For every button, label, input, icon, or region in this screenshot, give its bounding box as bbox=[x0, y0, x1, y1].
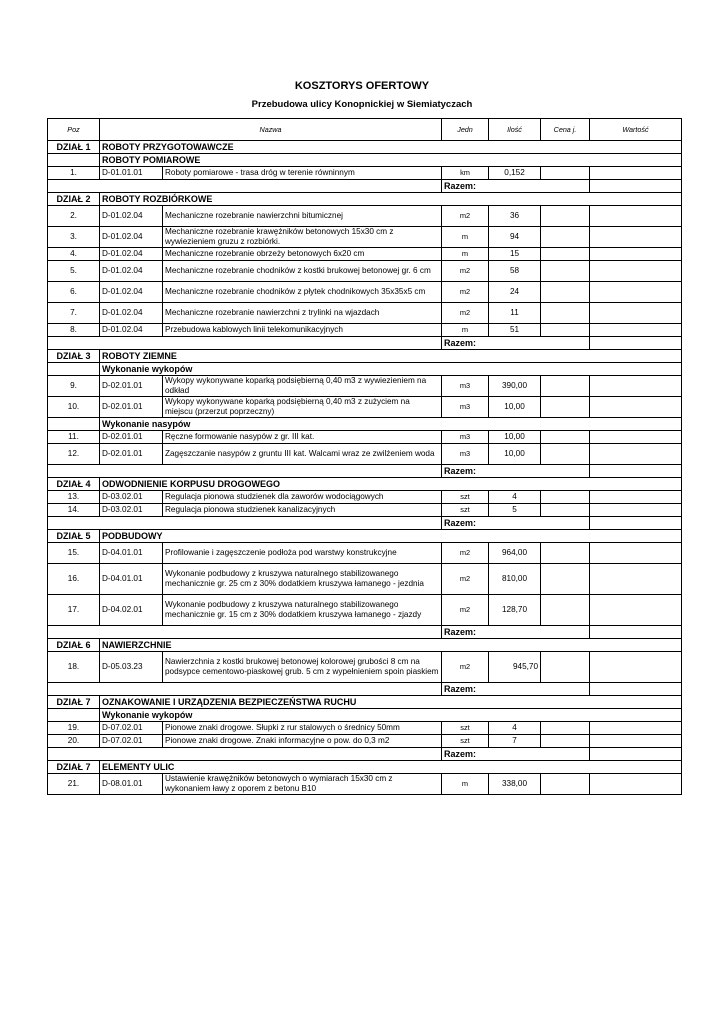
item-cena bbox=[541, 167, 590, 180]
group-row bbox=[48, 709, 682, 722]
section-title: NAWIERZCHNIE bbox=[100, 639, 682, 652]
item-cena bbox=[541, 431, 590, 444]
item-wartosc bbox=[590, 397, 682, 418]
item-poz: 8. bbox=[48, 324, 100, 337]
razem-label: Razem: bbox=[442, 748, 590, 761]
item-ilosc: 964,00 bbox=[489, 543, 541, 564]
item-wartosc bbox=[590, 431, 682, 444]
item-ilosc: 11 bbox=[489, 303, 541, 324]
group-row bbox=[48, 154, 682, 167]
item-code: D-01.02.04 bbox=[100, 248, 163, 261]
item-code: D-01.02.04 bbox=[100, 206, 163, 227]
item-wartosc bbox=[590, 261, 682, 282]
item-jedn: m bbox=[442, 248, 489, 261]
item-cena bbox=[541, 397, 590, 418]
group-spacer bbox=[48, 154, 100, 167]
item-ilosc: 0,152 bbox=[489, 167, 541, 180]
item-code: D-05.03.23 bbox=[100, 652, 163, 683]
item-cena bbox=[541, 735, 590, 748]
section-row bbox=[48, 350, 682, 363]
item-wartosc bbox=[590, 735, 682, 748]
item-jedn: km bbox=[442, 167, 489, 180]
razem-spacer bbox=[48, 180, 442, 193]
razem-spacer bbox=[48, 517, 442, 530]
razem-label: Razem: bbox=[442, 517, 590, 530]
item-jedn: szt bbox=[442, 722, 489, 735]
table-row bbox=[48, 303, 682, 324]
item-jedn: szt bbox=[442, 504, 489, 517]
item-poz: 5. bbox=[48, 261, 100, 282]
item-cena bbox=[541, 774, 590, 795]
group-row bbox=[48, 363, 682, 376]
item-jedn: m bbox=[442, 774, 489, 795]
item-wartosc bbox=[590, 444, 682, 465]
table-row bbox=[48, 735, 682, 748]
item-code: D-02.01.01 bbox=[100, 376, 163, 397]
item-poz: 6. bbox=[48, 282, 100, 303]
razem-spacer bbox=[48, 337, 442, 350]
item-code: D-04.01.01 bbox=[100, 564, 163, 595]
group-row bbox=[48, 418, 682, 431]
item-poz: 20. bbox=[48, 735, 100, 748]
item-jedn: szt bbox=[442, 491, 489, 504]
item-poz: 19. bbox=[48, 722, 100, 735]
item-nazwa: Regulacja pionowa studzienek dla zaworów wodociągowych bbox=[163, 491, 442, 504]
item-ilosc: 7 bbox=[489, 735, 541, 748]
section-number: DZIAŁ 5 bbox=[48, 530, 100, 543]
razem-spacer bbox=[48, 465, 442, 478]
item-jedn: m bbox=[442, 227, 489, 248]
section-number: DZIAŁ 1 bbox=[48, 141, 100, 154]
item-cena bbox=[541, 444, 590, 465]
cost-estimate-table bbox=[47, 118, 682, 795]
razem-row bbox=[48, 626, 682, 639]
item-ilosc: 94 bbox=[489, 227, 541, 248]
item-cena bbox=[541, 376, 590, 397]
item-ilosc: 945,70 bbox=[489, 652, 541, 683]
item-code: D-04.02.01 bbox=[100, 595, 163, 626]
item-cena bbox=[541, 491, 590, 504]
section-title: ROBOTY PRZYGOTOWAWCZE bbox=[100, 141, 682, 154]
item-ilosc: 58 bbox=[489, 261, 541, 282]
item-poz: 12. bbox=[48, 444, 100, 465]
table-row bbox=[48, 248, 682, 261]
item-wartosc bbox=[590, 227, 682, 248]
razem-row bbox=[48, 517, 682, 530]
item-poz: 3. bbox=[48, 227, 100, 248]
item-ilosc: 128,70 bbox=[489, 595, 541, 626]
razem-spacer bbox=[48, 683, 442, 696]
item-nazwa: Ustawienie krawężników betonowych o wymiarach 15x30 cm z wykonaniem ławy z oporem z betonu B10 bbox=[163, 774, 442, 795]
razem-value bbox=[590, 517, 682, 530]
table-row bbox=[48, 206, 682, 227]
section-title: ROBOTY ZIEMNE bbox=[100, 350, 682, 363]
table-row bbox=[48, 167, 682, 180]
item-nazwa: Pionowe znaki drogowe. Słupki z rur stalowych o średnicy 50mm bbox=[163, 722, 442, 735]
item-cena bbox=[541, 282, 590, 303]
razem-label: Razem: bbox=[442, 465, 590, 478]
header-cena: Cena j. bbox=[541, 119, 590, 141]
item-jedn: m2 bbox=[442, 206, 489, 227]
item-nazwa: Mechaniczne rozebranie chodników z kostki brukowej betonowej gr. 6 cm bbox=[163, 261, 442, 282]
item-wartosc bbox=[590, 774, 682, 795]
item-ilosc: 10,00 bbox=[489, 397, 541, 418]
item-cena bbox=[541, 722, 590, 735]
header-poz: Poz bbox=[48, 119, 100, 141]
item-jedn: m2 bbox=[442, 652, 489, 683]
item-nazwa: Ręczne formowanie nasypów z gr. III kat. bbox=[163, 431, 442, 444]
item-code: D-04.01.01 bbox=[100, 543, 163, 564]
group-title: Wykonanie nasypów bbox=[100, 418, 682, 431]
item-poz: 17. bbox=[48, 595, 100, 626]
item-ilosc: 4 bbox=[489, 491, 541, 504]
section-number: DZIAŁ 3 bbox=[48, 350, 100, 363]
item-poz: 16. bbox=[48, 564, 100, 595]
item-nazwa: Wykonanie podbudowy z kruszywa naturalnego stabilizowanego mechanicznie gr. 15 cm z 30% dodatkiem kruszywa łamanego - zjazdy bbox=[163, 595, 442, 626]
item-ilosc: 51 bbox=[489, 324, 541, 337]
item-nazwa: Mechaniczne rozebranie krawężników betonowych 15x30 cm z wywiezieniem gruzu z rozbiórki. bbox=[163, 227, 442, 248]
item-poz: 14. bbox=[48, 504, 100, 517]
item-nazwa: Wykonanie podbudowy z kruszywa naturalnego stabilizowanego mechanicznie gr. 25 cm z 30% dodatkiem kruszywa łamanego - jezdnia bbox=[163, 564, 442, 595]
item-wartosc bbox=[590, 652, 682, 683]
item-cena bbox=[541, 564, 590, 595]
item-cena bbox=[541, 261, 590, 282]
item-jedn: m2 bbox=[442, 282, 489, 303]
razem-row bbox=[48, 683, 682, 696]
item-poz: 10. bbox=[48, 397, 100, 418]
item-jedn: m2 bbox=[442, 595, 489, 626]
razem-label: Razem: bbox=[442, 683, 590, 696]
item-nazwa: Regulacja pionowa studzienek kanalizacyjnych bbox=[163, 504, 442, 517]
item-nazwa: Wykopy wykonywane koparką podsiębierną 0,40 m3 z zużyciem na miejscu (przerzut poprzeczny) bbox=[163, 397, 442, 418]
item-cena bbox=[541, 206, 590, 227]
razem-value bbox=[590, 465, 682, 478]
razem-label: Razem: bbox=[442, 180, 590, 193]
item-wartosc bbox=[590, 722, 682, 735]
item-poz: 4. bbox=[48, 248, 100, 261]
item-nazwa: Mechaniczne rozebranie chodników z płytek chodnikowych 35x35x5 cm bbox=[163, 282, 442, 303]
item-wartosc bbox=[590, 564, 682, 595]
razem-value bbox=[590, 626, 682, 639]
item-nazwa: Przebudowa kablowych linii telekomunikacyjnych bbox=[163, 324, 442, 337]
razem-row bbox=[48, 180, 682, 193]
item-nazwa: Pionowe znaki drogowe. Znaki informacyjne o pow. do 0,3 m2 bbox=[163, 735, 442, 748]
item-poz: 18. bbox=[48, 652, 100, 683]
document-subtitle: Przebudowa ulicy Konopnickiej w Siemiatyczach bbox=[251, 99, 473, 110]
group-spacer bbox=[48, 363, 100, 376]
item-poz: 11. bbox=[48, 431, 100, 444]
item-cena bbox=[541, 324, 590, 337]
table-row bbox=[48, 722, 682, 735]
section-number: DZIAŁ 7 bbox=[48, 761, 100, 774]
item-wartosc bbox=[590, 206, 682, 227]
header-wartosc: Wartość bbox=[590, 119, 682, 141]
item-jedn: szt bbox=[442, 735, 489, 748]
item-code: D-02.01.01 bbox=[100, 444, 163, 465]
razem-value bbox=[590, 683, 682, 696]
item-wartosc bbox=[590, 491, 682, 504]
section-row bbox=[48, 193, 682, 206]
item-poz: 9. bbox=[48, 376, 100, 397]
item-poz: 21. bbox=[48, 774, 100, 795]
item-code: D-01.02.04 bbox=[100, 324, 163, 337]
table-row bbox=[48, 652, 682, 683]
item-jedn: m3 bbox=[442, 376, 489, 397]
item-ilosc: 36 bbox=[489, 206, 541, 227]
item-ilosc: 15 bbox=[489, 248, 541, 261]
item-poz: 2. bbox=[48, 206, 100, 227]
razem-spacer bbox=[48, 626, 442, 639]
item-cena bbox=[541, 227, 590, 248]
item-cena bbox=[541, 595, 590, 626]
section-title: ODWODNIENIE KORPUSU DROGOWEGO bbox=[100, 478, 682, 491]
razem-value bbox=[590, 180, 682, 193]
table-row bbox=[48, 564, 682, 595]
table-row bbox=[48, 444, 682, 465]
item-poz: 15. bbox=[48, 543, 100, 564]
section-number: DZIAŁ 6 bbox=[48, 639, 100, 652]
section-title: OZNAKOWANIE I URZĄDZENIA BEZPIECZEŃSTWA RUCHU bbox=[100, 696, 682, 709]
section-row bbox=[48, 761, 682, 774]
section-row bbox=[48, 478, 682, 491]
razem-label: Razem: bbox=[442, 626, 590, 639]
item-nazwa: Mechaniczne rozebranie nawierzchni bitumicznej bbox=[163, 206, 442, 227]
item-code: D-02.01.01 bbox=[100, 431, 163, 444]
group-spacer bbox=[48, 418, 100, 431]
item-code: D-01.02.04 bbox=[100, 227, 163, 248]
razem-value bbox=[590, 337, 682, 350]
item-ilosc: 338,00 bbox=[489, 774, 541, 795]
item-jedn: m2 bbox=[442, 261, 489, 282]
item-nazwa: Mechaniczne rozebranie obrzeży betonowych 6x20 cm bbox=[163, 248, 442, 261]
item-poz: 1. bbox=[48, 167, 100, 180]
item-wartosc bbox=[590, 248, 682, 261]
razem-row bbox=[48, 465, 682, 478]
section-number: DZIAŁ 7 bbox=[48, 696, 100, 709]
item-jedn: m2 bbox=[442, 564, 489, 595]
item-code: D-03.02.01 bbox=[100, 491, 163, 504]
item-wartosc bbox=[590, 376, 682, 397]
item-ilosc: 10,00 bbox=[489, 444, 541, 465]
razem-value bbox=[590, 748, 682, 761]
item-code: D-07.02.01 bbox=[100, 722, 163, 735]
section-row bbox=[48, 696, 682, 709]
item-cena bbox=[541, 303, 590, 324]
table-row bbox=[48, 261, 682, 282]
item-nazwa: Mechaniczne rozebranie nawierzchni z trylinki na wjazdach bbox=[163, 303, 442, 324]
item-jedn: m3 bbox=[442, 444, 489, 465]
item-ilosc: 5 bbox=[489, 504, 541, 517]
header-ilosc: Ilość bbox=[489, 119, 541, 141]
item-code: D-01.02.04 bbox=[100, 261, 163, 282]
document-title: KOSZTORYS OFERTOWY bbox=[294, 80, 430, 92]
group-spacer bbox=[48, 709, 100, 722]
item-jedn: m2 bbox=[442, 543, 489, 564]
item-cena bbox=[541, 543, 590, 564]
section-row bbox=[48, 530, 682, 543]
item-code: D-01.02.04 bbox=[100, 303, 163, 324]
item-cena bbox=[541, 652, 590, 683]
table-row bbox=[48, 227, 682, 248]
item-ilosc: 4 bbox=[489, 722, 541, 735]
header-nazwa: Nazwa bbox=[100, 119, 442, 141]
item-wartosc bbox=[590, 167, 682, 180]
item-jedn: m2 bbox=[442, 303, 489, 324]
table-row bbox=[48, 774, 682, 795]
section-row bbox=[48, 141, 682, 154]
table-row bbox=[48, 324, 682, 337]
item-nazwa: Zagęszczanie nasypów z gruntu III kat. Walcami wraz ze zwilżeniem woda bbox=[163, 444, 442, 465]
table-header-row bbox=[48, 119, 682, 141]
item-wartosc bbox=[590, 282, 682, 303]
section-number: DZIAŁ 2 bbox=[48, 193, 100, 206]
item-code: D-01.02.04 bbox=[100, 282, 163, 303]
item-poz: 13. bbox=[48, 491, 100, 504]
item-code: D-03.02.01 bbox=[100, 504, 163, 517]
item-ilosc: 10,00 bbox=[489, 431, 541, 444]
section-number: DZIAŁ 4 bbox=[48, 478, 100, 491]
item-wartosc bbox=[590, 543, 682, 564]
table-row bbox=[48, 282, 682, 303]
item-cena bbox=[541, 504, 590, 517]
item-jedn: m3 bbox=[442, 397, 489, 418]
item-ilosc: 24 bbox=[489, 282, 541, 303]
table-row bbox=[48, 504, 682, 517]
section-row bbox=[48, 639, 682, 652]
razem-row bbox=[48, 337, 682, 350]
table-row bbox=[48, 376, 682, 397]
item-wartosc bbox=[590, 595, 682, 626]
item-jedn: m bbox=[442, 324, 489, 337]
razem-spacer bbox=[48, 748, 442, 761]
table-row bbox=[48, 431, 682, 444]
section-title: ELEMENTY ULIC bbox=[100, 761, 682, 774]
item-code: D-01.01.01 bbox=[100, 167, 163, 180]
header-jedn: Jedn bbox=[442, 119, 489, 141]
razem-label: Razem: bbox=[442, 337, 590, 350]
item-jedn: m3 bbox=[442, 431, 489, 444]
item-wartosc bbox=[590, 303, 682, 324]
item-wartosc bbox=[590, 324, 682, 337]
item-nazwa: Profilowanie i zagęszczenie podłoża pod warstwy konstrukcyjne bbox=[163, 543, 442, 564]
item-wartosc bbox=[590, 504, 682, 517]
item-code: D-02.01.01 bbox=[100, 397, 163, 418]
item-code: D-08.01.01 bbox=[100, 774, 163, 795]
item-nazwa: Nawierzchnia z kostki brukowej betonowej kolorowej grubości 8 cm na podsypce cementowo-piaskowej grub. 5 cm z wypełnieniem spoin piaskiem bbox=[163, 652, 442, 683]
item-nazwa: Roboty pomiarowe - trasa dróg w terenie równinnym bbox=[163, 167, 442, 180]
table-row bbox=[48, 543, 682, 564]
item-ilosc: 810,00 bbox=[489, 564, 541, 595]
group-title: Wykonanie wykopów bbox=[100, 363, 682, 376]
table-row bbox=[48, 595, 682, 626]
item-ilosc: 390,00 bbox=[489, 376, 541, 397]
section-title: ROBOTY ROZBIÓRKOWE bbox=[100, 193, 682, 206]
razem-row bbox=[48, 748, 682, 761]
table-row bbox=[48, 397, 682, 418]
item-poz: 7. bbox=[48, 303, 100, 324]
item-cena bbox=[541, 248, 590, 261]
item-code: D-07.02.01 bbox=[100, 735, 163, 748]
item-nazwa: Wykopy wykonywane koparką podsiębierną 0,40 m3 z wywiezieniem na odkład bbox=[163, 376, 442, 397]
table-row bbox=[48, 491, 682, 504]
section-title: PODBUDOWY bbox=[100, 530, 682, 543]
group-title: ROBOTY POMIAROWE bbox=[100, 154, 682, 167]
group-title: Wykonanie wykopów bbox=[100, 709, 682, 722]
